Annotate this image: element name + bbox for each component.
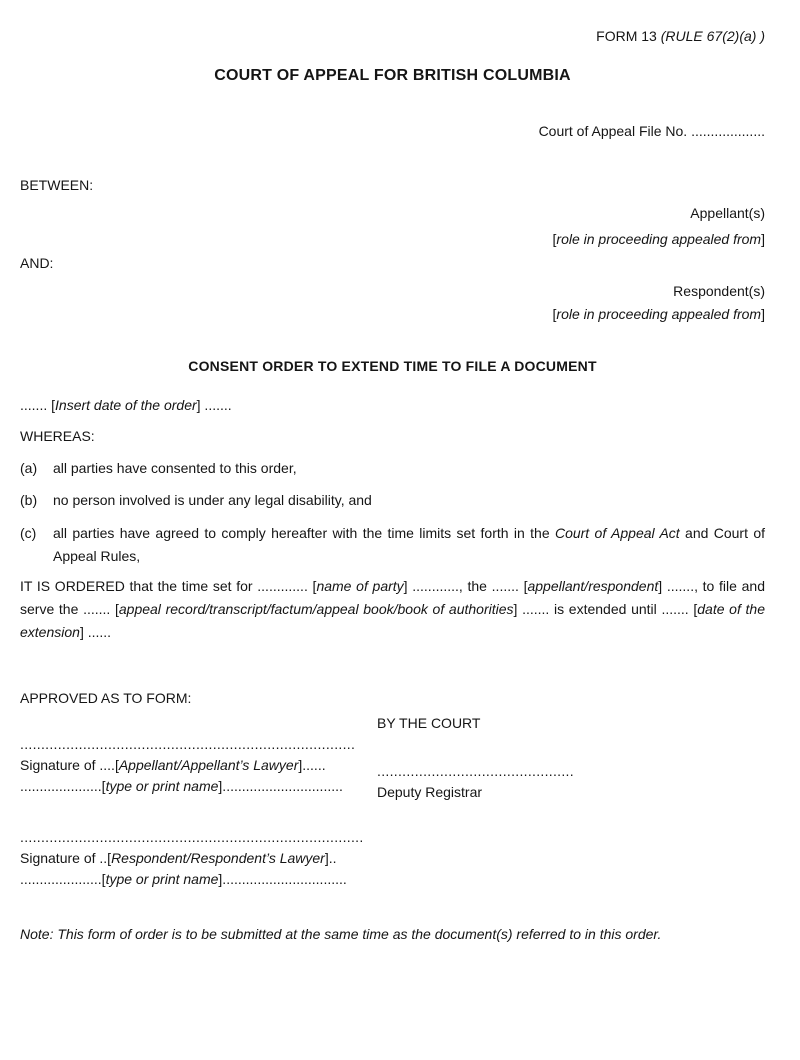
- appellant-name-leader-post: ]...............................: [218, 778, 343, 794]
- appellant-signature-line: ................................................................................: [20, 736, 356, 752]
- respondent-sig-caption-pre: Signature of ..[: [20, 850, 112, 866]
- appellant-signature-caption: [20, 755, 377, 776]
- approved-as-to-form-label: APPROVED AS TO FORM:: [20, 690, 192, 706]
- appellant-sig-caption-pre: Signature of ....[: [20, 757, 119, 773]
- ordered-text-2: ] ............, the ....... [: [403, 578, 528, 594]
- bracket-open: [: [552, 231, 557, 247]
- form-number: FORM 13: [596, 28, 661, 44]
- appellant-role-line: [20, 229, 765, 250]
- clause-c: [20, 522, 765, 568]
- file-number-line: Court of Appeal File No. ...................: [538, 123, 765, 139]
- respondent-label: Respondent(s): [673, 283, 765, 299]
- bracket-close: ]: [761, 231, 765, 247]
- signature-row: [20, 734, 765, 803]
- document-page: [0, 26, 800, 1060]
- appellant-label: Appellant(s): [690, 205, 765, 221]
- respondent-signature-block: [20, 827, 380, 890]
- ordered-text-1: IT IS ORDERED that the time set for ............. [: [20, 578, 317, 594]
- appellant-print-name-line: [20, 776, 377, 797]
- between-label: BETWEEN:: [20, 177, 94, 193]
- by-the-court-label: BY THE COURT: [377, 715, 481, 731]
- respondent-sig-caption-role: Respondent/Respondent’s Lawyer: [111, 850, 325, 866]
- bracket-close: ]: [761, 306, 765, 322]
- footer-note: Note: This form of order is to be submitted at the same time as the document(s) referred to in this order.: [20, 926, 662, 942]
- and-label: AND:: [20, 255, 54, 271]
- date-leader-post: ] .......: [196, 397, 232, 413]
- respondent-role-text: role in proceeding appealed from: [556, 306, 762, 322]
- whereas-label: WHEREAS:: [20, 428, 95, 444]
- appellant-sig-caption-role: Appellant/Appellant’s Lawyer: [118, 757, 299, 773]
- appellant-name-placeholder: type or print name: [105, 778, 219, 794]
- ordered-text-5: ] ......: [79, 624, 112, 640]
- bracket-open: [: [552, 306, 557, 322]
- name-of-party-placeholder: name of party: [316, 578, 404, 594]
- ordered-text-3: ] ......., to file and serve the ....... [: [20, 578, 765, 617]
- respondent-signature-line: ..................................................................................: [20, 829, 364, 845]
- court-signature-block: [377, 761, 574, 803]
- clause-b-marker: (b): [20, 492, 38, 508]
- respondent-signature-caption: [20, 848, 380, 869]
- respondent-name-placeholder: type or print name: [105, 871, 219, 887]
- clause-b-text: no person involved is under any legal disability, and: [53, 492, 372, 508]
- respondent-name-leader-pre: .....................[: [20, 871, 106, 887]
- respondent-name-leader-post: ]................................: [218, 871, 347, 887]
- respondent-sig-caption-post: ]..: [324, 850, 337, 866]
- clause-a-text: all parties have consented to this order,: [53, 460, 297, 476]
- date-placeholder: Insert date of the order: [55, 397, 197, 413]
- clause-c-text-post: and Court of Appeal Rules,: [53, 525, 765, 564]
- clause-c-act-name: Court of Appeal Act: [554, 525, 680, 541]
- respondent-role-line: [20, 304, 765, 325]
- order-date-line: [20, 395, 765, 416]
- form-rule: (RULE 67(2)(a) ): [660, 28, 765, 44]
- extension-date-placeholder: date of the extension: [20, 601, 766, 640]
- appellant-sig-caption-post: ]......: [298, 757, 326, 773]
- ordered-paragraph: [20, 575, 765, 644]
- form-reference: [20, 26, 765, 47]
- party-role-placeholder: appellant/respondent: [527, 578, 659, 594]
- document-type-placeholder: appeal record/transcript/factum/appeal book/book of authorities: [118, 601, 514, 617]
- date-leader-pre: ....... [: [20, 397, 56, 413]
- clause-b: [20, 490, 765, 511]
- appellant-name-leader-pre: .....................[: [20, 778, 106, 794]
- clause-a: [20, 458, 765, 479]
- clause-a-marker: (a): [20, 460, 38, 476]
- respondent-print-name-line: [20, 869, 380, 890]
- clause-c-marker: (c): [20, 525, 37, 541]
- clause-c-text-pre: all parties have agreed to comply hereafter with the time limits set forth in the: [53, 525, 555, 541]
- court-signature-line: ...............................................: [377, 763, 574, 779]
- court-title: COURT OF APPEAL FOR BRITISH COLUMBIA: [214, 67, 571, 84]
- appellant-signature-block: [20, 734, 377, 803]
- appellant-role-text: role in proceeding appealed from: [556, 231, 762, 247]
- order-title: CONSENT ORDER TO EXTEND TIME TO FILE A DOCUMENT: [188, 358, 597, 374]
- deputy-registrar-label: Deputy Registrar: [377, 784, 483, 800]
- ordered-text-4: ] ....... is extended until ....... [: [513, 601, 698, 617]
